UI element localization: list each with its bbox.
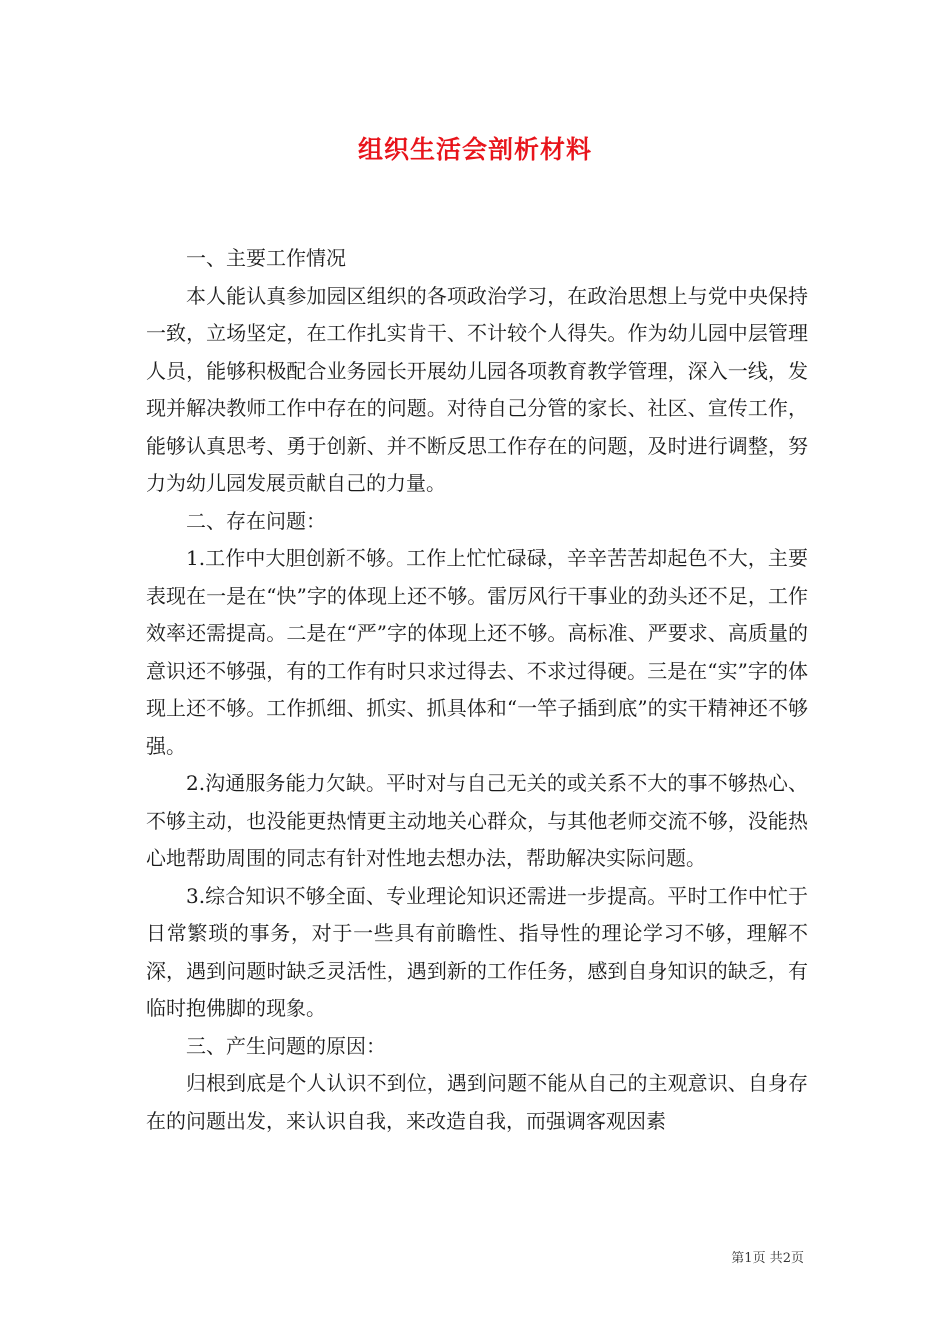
paragraph-work-summary: 本人能认真参加园区组织的各项政治学习，在政治思想上与党中央保持一致，立场坚定，在工作扎实肯干、不计较个人得失。作为幼儿园中层管理人员，能够积极配合业务园长开展幼儿园各项教育教学管理，深入一线，发现并解决教师工作中存在的问题。对待自己分管的家长、社区、宣传工作，能够认真思考、勇于创新、并不断反思工作存在的问题，及时进行调整，努力为幼儿园发展贡献自己的力量。 xyxy=(146,283,808,495)
section-heading-causes: 三、产生问题的原因： xyxy=(186,1033,386,1058)
footer-suffix: 页 xyxy=(790,1251,804,1266)
paragraph-problem-2: 2.沟通服务能力欠缺。平时对与自己无关的或关系不大的事不够热心、不够主动，也没能更热情更主动地关心群众，与其他老师交流不够，没能热心地帮助周围的同志有针对性地去想办法，帮助解决实际问题。 xyxy=(146,771,808,870)
paragraph-causes: 归根到底是个人认识不到位，遇到问题不能从自己的主观意识、自身存在的问题出发，来认识自我，来改造自我，而强调客观因素 xyxy=(146,1071,808,1133)
document-body xyxy=(146,240,808,1140)
page-footer xyxy=(731,1247,804,1266)
footer-middle: 页 共 xyxy=(752,1251,783,1266)
paragraph-problem-1: 1.工作中大胆创新不够。工作上忙忙碌碌，辛辛苦苦却起色不大，主要表现在一是在“快”字的体现上还不够。雷厉风行干事业的劲头还不足，工作效率还需提高。二是在“严”字的体现上还不够。高标准、严要求、高质量的意识还不够强，有的工作有时只求过得去、不求过得硬。三是在“实”字的体现上还不够。工作抓细、抓实、抓具体和“一竿子插到底”的实干精神还不够强。 xyxy=(146,546,808,758)
footer-prefix: 第 xyxy=(731,1251,745,1266)
footer-current-page: 1 xyxy=(744,1251,753,1266)
footer-total-pages: 2 xyxy=(782,1251,791,1266)
paragraph-problem-3: 3.综合知识不够全面、专业理论知识还需进一步提高。平时工作中忙于日常繁琐的事务，对于一些具有前瞻性、指导性的理论学习不够，理解不深，遇到问题时缺乏灵活性，遇到新的工作任务，感到自身知识的缺乏，有临时抱佛脚的现象。 xyxy=(146,883,808,1020)
section-heading-problems: 二、存在问题： xyxy=(186,508,326,533)
document-title: 组织生活会剖析材料 xyxy=(357,135,592,164)
section-heading-work: 一、主要工作情况 xyxy=(186,246,346,270)
